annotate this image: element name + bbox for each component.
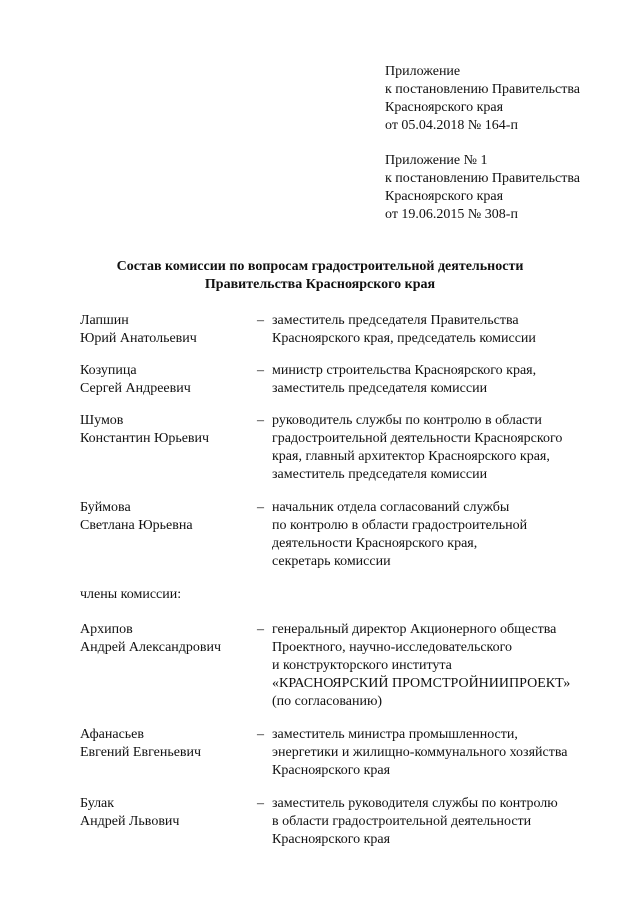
position-line: генеральный директор Акционерного общества	[272, 622, 557, 637]
dash-separator: –	[257, 413, 264, 428]
position-line: деятельности Красноярского края,	[272, 536, 478, 551]
annex-line: Приложение	[385, 64, 461, 79]
position-line: «КРАСНОЯРСКИЙ ПРОМСТРОЙНИИПРОЕКТ»	[272, 676, 571, 691]
member-name	[80, 362, 191, 398]
member-position	[272, 726, 568, 780]
member-surname: Архипов	[80, 622, 133, 637]
member-given-name: Андрей Львович	[80, 814, 180, 829]
dash-separator: –	[257, 796, 264, 811]
position-line: Красноярского края, председатель комиссии	[272, 331, 536, 346]
dash-separator: –	[257, 363, 264, 378]
position-line: и конструкторского института	[272, 658, 452, 673]
annex-line: к постановлению Правительства	[385, 82, 581, 97]
annex-reference-1	[385, 63, 580, 135]
member-given-name: Сергей Андреевич	[80, 381, 191, 396]
position-line: Проектного, научно-исследовательского	[272, 640, 513, 655]
title-line-2: Правительства Красноярского края	[204, 277, 436, 292]
position-line: по контролю в области градостроительной	[272, 518, 528, 533]
annex-reference-2	[385, 152, 580, 224]
position-line: заместитель руководителя службы по контролю	[272, 796, 558, 811]
position-line: руководитель службы по контролю в области	[272, 413, 542, 428]
members-section-heading: члены комиссии:	[80, 587, 182, 602]
position-line: начальник отдела согласований службы	[272, 500, 510, 515]
member-name	[80, 312, 197, 348]
member-surname: Козупица	[80, 363, 137, 378]
member-position	[272, 499, 527, 571]
title-line-1: Состав комиссии по вопросам градостроительной деятельности	[116, 259, 524, 274]
position-line: заместитель председателя комиссии	[272, 381, 488, 396]
member-position	[272, 362, 536, 398]
position-line: заместитель председателя Правительства	[272, 313, 519, 328]
position-line: заместитель председателя комиссии	[272, 467, 488, 482]
position-line: Красноярского края	[272, 832, 391, 847]
position-line: заместитель министра промышленности,	[272, 727, 518, 742]
position-line: Красноярского края	[272, 763, 391, 778]
annex-line: к постановлению Правительства	[385, 171, 581, 186]
member-position	[272, 795, 558, 849]
member-given-name: Светлана Юрьевна	[80, 518, 193, 533]
position-line: энергетики и жилищно-коммунального хозяйства	[272, 745, 568, 760]
member-given-name: Юрий Анатольевич	[80, 331, 197, 346]
document-title	[0, 258, 640, 294]
position-line: секретарь комиссии	[272, 554, 391, 569]
member-position	[272, 412, 562, 484]
member-name	[80, 726, 201, 762]
member-name	[80, 621, 221, 657]
dash-separator: –	[257, 313, 264, 328]
member-surname: Афанасьев	[80, 727, 144, 742]
annex-line: Красноярского края	[385, 189, 504, 204]
member-surname: Булак	[80, 796, 115, 811]
position-line: министр строительства Красноярского края,	[272, 363, 537, 378]
member-given-name: Константин Юрьевич	[80, 431, 210, 446]
member-position	[272, 312, 536, 348]
position-line: края, главный архитектор Красноярского края,	[272, 449, 550, 464]
member-surname: Лапшин	[80, 313, 129, 328]
member-surname: Буймова	[80, 500, 131, 515]
member-position	[272, 621, 570, 711]
member-name	[80, 795, 179, 831]
position-line: в области градостроительной деятельности	[272, 814, 532, 829]
dash-separator: –	[257, 727, 264, 742]
annex-line: Приложение № 1	[385, 153, 488, 168]
position-line: (по согласованию)	[272, 694, 383, 709]
member-name	[80, 412, 209, 448]
member-given-name: Андрей Александрович	[80, 640, 222, 655]
position-line: градостроительной деятельности Красноярского	[272, 431, 563, 446]
member-surname: Шумов	[80, 413, 124, 428]
annex-line: Красноярского края	[385, 100, 504, 115]
annex-line: от 19.06.2015 № 308-п	[385, 207, 518, 222]
dash-separator: –	[257, 500, 264, 515]
dash-separator: –	[257, 622, 264, 637]
member-given-name: Евгений Евгеньевич	[80, 745, 202, 760]
member-name	[80, 499, 193, 535]
annex-line: от 05.04.2018 № 164-п	[385, 118, 518, 133]
